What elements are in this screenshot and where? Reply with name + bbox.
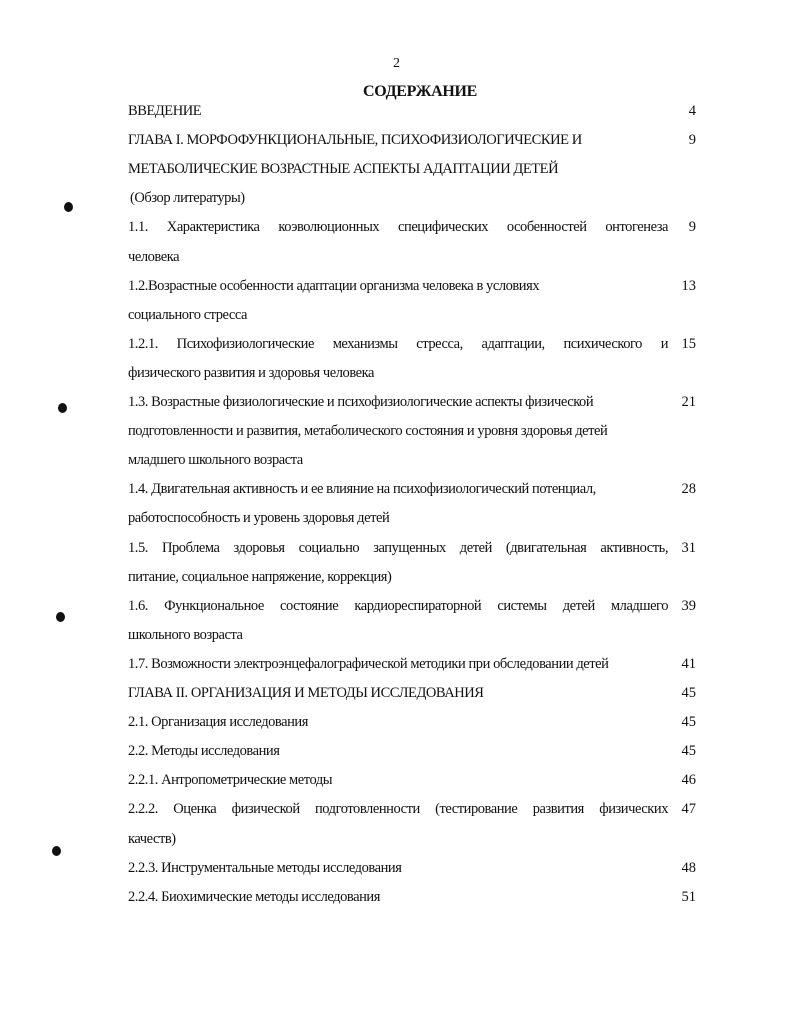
toc-page-number: 9 bbox=[688, 132, 696, 148]
toc-entry-line: 1.2.Возрастные особенности адаптации организма человека в условиях bbox=[128, 278, 540, 294]
margin-bullet-2 bbox=[58, 403, 67, 413]
toc-entry-line: работоспособность и уровень здоровья детей bbox=[128, 510, 390, 526]
toc-page-number: 41 bbox=[681, 656, 696, 672]
toc-entry-line: 1.4. Двигательная активность и ее влияние на психофизиологический потенциал, bbox=[128, 481, 596, 497]
margin-bullet-4 bbox=[52, 846, 61, 856]
margin-bullet-3 bbox=[56, 612, 65, 622]
toc-page-number: 4 bbox=[688, 103, 696, 119]
toc-entry-line: ВВЕДЕНИЕ bbox=[128, 103, 202, 119]
toc-entry-line: питание, социальное напряжение, коррекция) bbox=[128, 569, 392, 585]
toc-entry-line: (Обзор литературы) bbox=[130, 190, 245, 206]
toc-page-number: 21 bbox=[681, 394, 696, 410]
toc-entry-line: 1.6. Функциональное состояние кардиореспираторной системы детей младшего bbox=[128, 598, 668, 614]
toc-page-number: 13 bbox=[681, 278, 696, 294]
toc-entry-line: 2.2. Методы исследования bbox=[128, 743, 280, 759]
toc-page-number: 51 bbox=[681, 889, 696, 905]
toc-page-number: 28 bbox=[681, 481, 696, 497]
toc-page-number: 45 bbox=[681, 743, 696, 759]
toc-entry-line: 1.5. Проблема здоровья социально запущенных детей (двигательная активность, bbox=[128, 540, 668, 556]
toc-entry-line: 1.2.1. Психофизиологические механизмы стресса, адаптации, психического и bbox=[128, 336, 668, 352]
toc-entry-line: физического развития и здоровья человека bbox=[128, 365, 375, 381]
toc-page-number: 47 bbox=[681, 801, 696, 817]
toc-entry-line: ГЛАВА I. МОРФОФУНКЦИОНАЛЬНЫЕ, ПСИХОФИЗИОЛОГИЧЕСКИЕ И bbox=[128, 132, 582, 148]
toc-title: СОДЕРЖАНИЕ bbox=[362, 83, 478, 100]
toc-entry-line: качеств) bbox=[128, 831, 176, 847]
margin-bullet-1 bbox=[64, 202, 73, 212]
toc-entry-line: МЕТАБОЛИЧЕСКИЕ ВОЗРАСТНЫЕ АСПЕКТЫ АДАПТАЦИИ ДЕТЕЙ bbox=[128, 161, 559, 177]
toc-page-number: 45 bbox=[681, 714, 696, 730]
toc-page-number: 15 bbox=[681, 336, 696, 352]
page-number: 2 bbox=[393, 56, 400, 71]
toc-entry-line: 2.2.2. Оценка физической подготовленности (тестирование развития физических bbox=[128, 801, 668, 817]
toc-page-number: 9 bbox=[688, 219, 696, 235]
toc-page-number: 39 bbox=[681, 598, 696, 614]
toc-entry-line: социального стресса bbox=[128, 307, 248, 323]
toc-entry-line: 1.7. Возможности электроэнцефалографической методики при обследовании детей bbox=[128, 656, 609, 672]
toc-entry-line: 2.1. Организация исследования bbox=[128, 714, 308, 730]
toc-page-number: 45 bbox=[681, 685, 696, 701]
toc-entry-line: 1.3. Возрастные физиологические и психофизиологические аспекты физической bbox=[128, 394, 594, 410]
toc-entry-line: 2.2.4. Биохимические методы исследования bbox=[128, 889, 380, 905]
toc-entry-line: подготовленности и развития, метаболического состояния и уровня здоровья детей bbox=[128, 423, 608, 439]
toc-entry-line: школьного возраста bbox=[128, 627, 243, 643]
toc-entry-line: 2.2.3. Инструментальные методы исследования bbox=[128, 860, 402, 876]
toc-page-number: 48 bbox=[681, 860, 696, 876]
toc-page-number: 46 bbox=[681, 772, 696, 788]
toc-entry-line: младшего школьного возраста bbox=[128, 452, 303, 468]
toc-entry-line: ГЛАВА II. ОРГАНИЗАЦИЯ И МЕТОДЫ ИССЛЕДОВАНИЯ bbox=[128, 685, 484, 701]
toc-entry-line: 2.2.1. Антропометрические методы bbox=[128, 772, 333, 788]
toc-entry-line: человека bbox=[128, 249, 180, 265]
toc-entry-line: 1.1. Характеристика коэволюционных специфических особенностей онтогенеза bbox=[128, 219, 668, 235]
toc-page-number: 31 bbox=[681, 540, 696, 556]
